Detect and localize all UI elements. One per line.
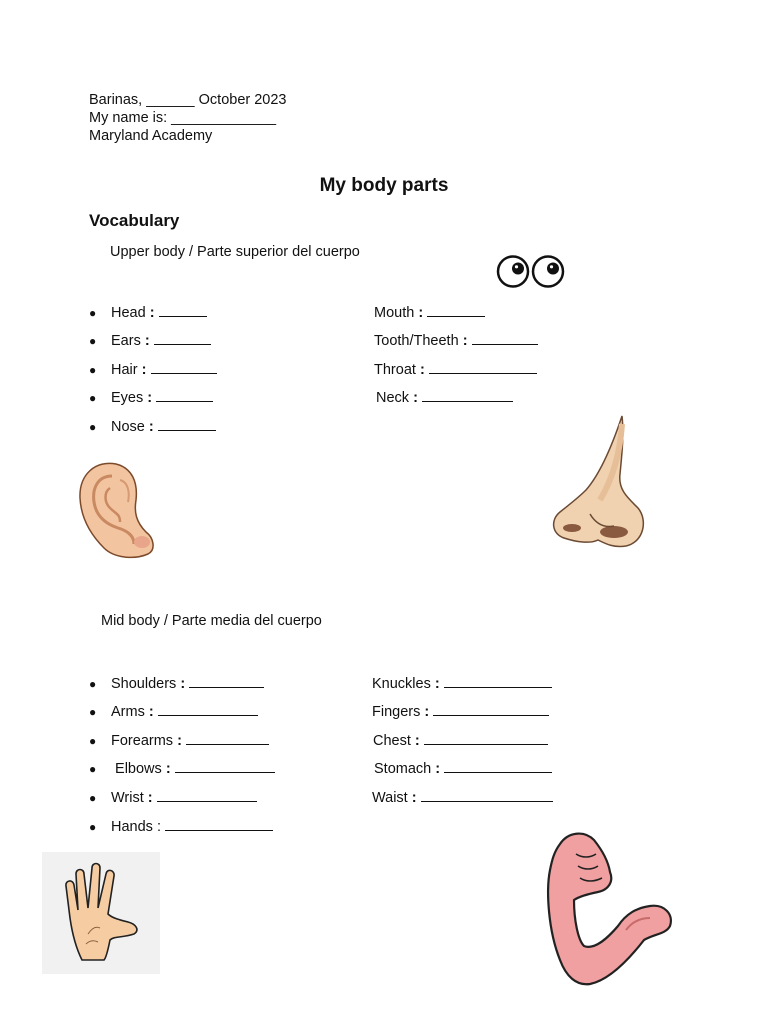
arm-muscle-icon — [540, 830, 678, 990]
list-item: ● Arms : — [89, 701, 258, 721]
list-item: Fingers : — [372, 701, 549, 721]
list-item: Neck : — [376, 387, 513, 407]
eyes-icon — [496, 254, 566, 290]
list-item: Mouth : — [374, 302, 485, 322]
list-item: ● Forearms : — [89, 730, 269, 750]
list-item: ● Head : — [89, 302, 207, 322]
list-item: ● Wrist : — [89, 787, 257, 807]
list-item: Waist : — [372, 787, 553, 807]
section-subtitle: Vocabulary — [89, 211, 180, 230]
list-item: Throat : — [374, 359, 537, 379]
date-line: Barinas, ______ October 2023 — [89, 92, 287, 108]
page-title: My body parts — [319, 175, 449, 196]
list-item: ● Hair : — [89, 359, 217, 379]
list-item: ● Shoulders : — [89, 673, 264, 693]
list-item: ● Elbows : — [89, 758, 275, 778]
list-item: ● Ears : — [89, 330, 211, 350]
hand-icon — [42, 852, 160, 974]
nose-icon — [550, 414, 648, 550]
upper-body-heading: Upper body / Parte superior del cuerpo — [110, 244, 360, 260]
ear-icon — [76, 458, 156, 562]
list-item: ● Hands : — [89, 816, 273, 836]
list-item: Knuckles : — [372, 673, 552, 693]
list-item: ● Nose : — [89, 416, 216, 436]
list-item: ● Eyes : — [89, 387, 213, 407]
mid-body-heading: Mid body / Parte media del cuerpo — [101, 613, 322, 629]
name-line: My name is: _____________ — [89, 110, 277, 126]
list-item: Tooth/Theeth : — [374, 330, 538, 350]
school-line: Maryland Academy — [89, 128, 213, 144]
list-item: Stomach : — [374, 758, 552, 778]
list-item: Chest : — [373, 730, 548, 750]
